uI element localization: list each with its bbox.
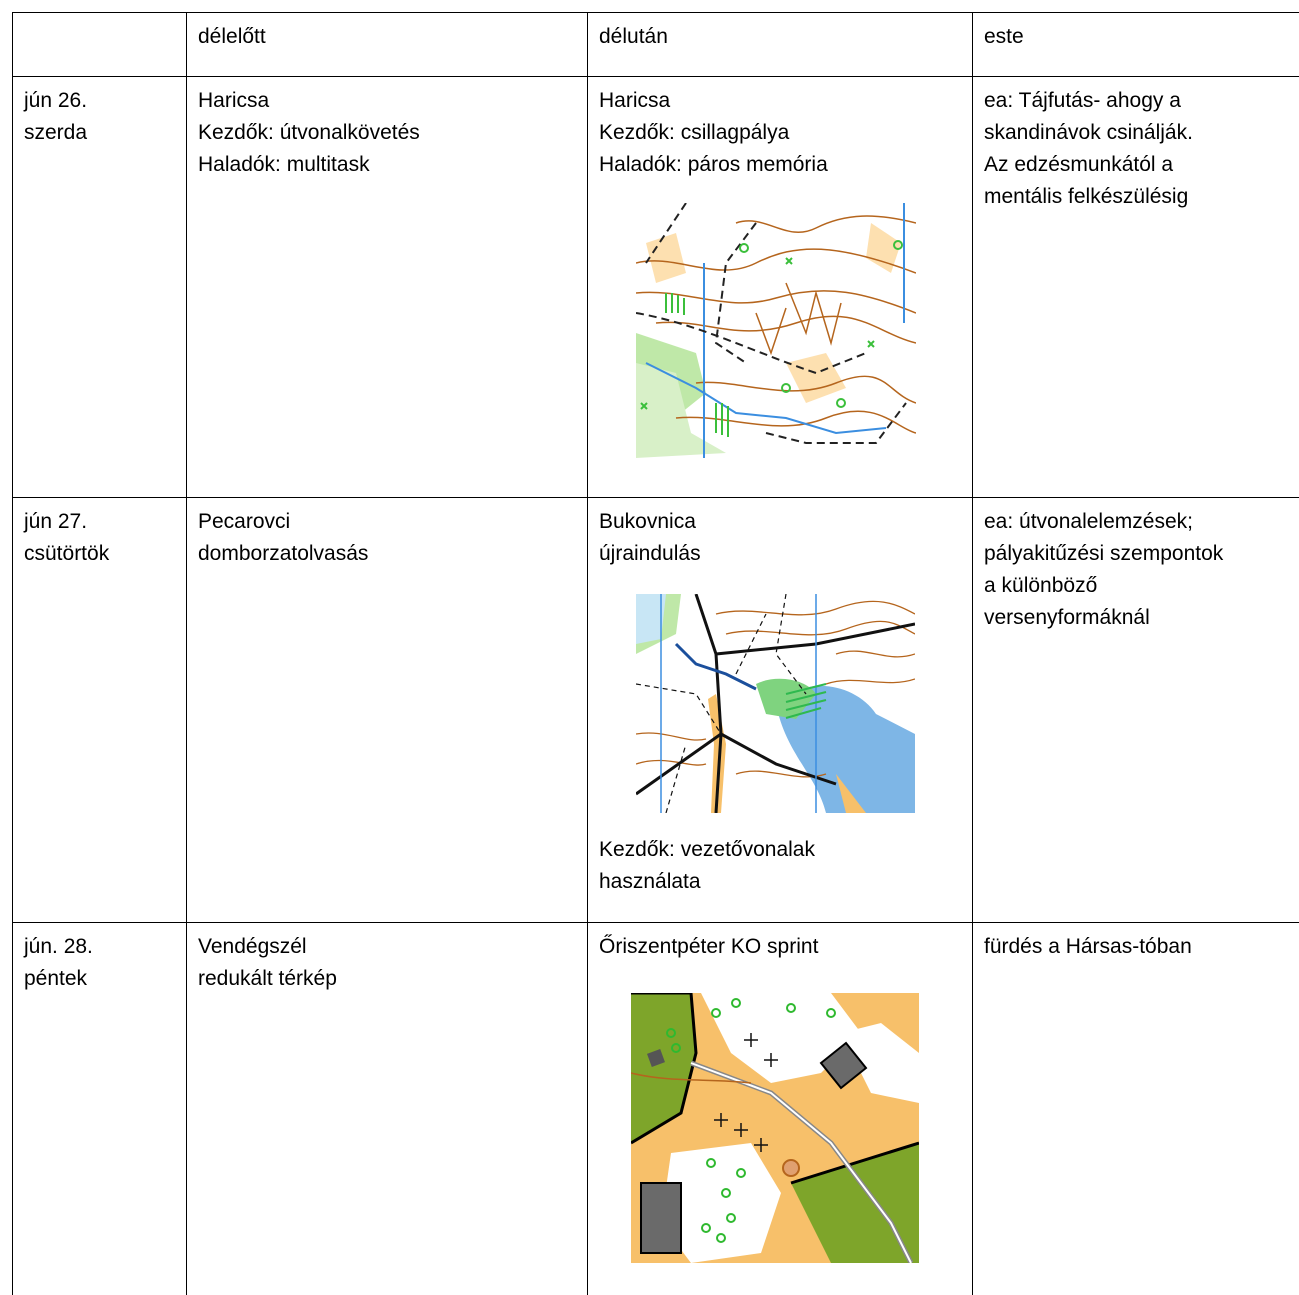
evening-cell: ea: Tájfutás- ahogy a skandinávok csinálják. Az edzésmunkától a mentális felkészülésig (973, 77, 1299, 498)
evening-cell: fürdés a Hársas-tóban (973, 923, 1299, 1295)
day-cell (13, 77, 187, 498)
afternoon-cell: Bukovnica újraindulás Kezdők: vezetővonalak használata (588, 498, 973, 923)
morning-cell: Vendégszél redukált térkép (187, 923, 588, 1295)
orienteering-map-bukovnica (636, 594, 915, 813)
header-row (13, 13, 1299, 77)
date-text: jún. 28. (24, 931, 176, 963)
table-row (13, 498, 1299, 923)
table-row (13, 923, 1299, 1295)
date-text: jún 26. (24, 85, 176, 117)
day-cell (13, 923, 187, 1295)
orienteering-map-haricsa (636, 203, 916, 458)
orienteering-map-oriszentpeter (631, 993, 919, 1263)
date-text: jún 27. (24, 506, 176, 538)
weekday-text: csütörtök (24, 538, 176, 570)
day-cell (13, 498, 187, 923)
evening-cell: ea: útvonalelemzések; pályakitűzési szempontok a különböző versenyformáknál (973, 498, 1299, 923)
header-cell-morning: délelőtt (187, 13, 588, 77)
afternoon-cell: Haricsa Kezdők: csillagpálya Haladók: páros memória (588, 77, 973, 498)
schedule-table (12, 12, 1299, 1295)
header-cell-afternoon: délután (588, 13, 973, 77)
morning-cell: Pecarovci domborzatolvasás (187, 498, 588, 923)
header-cell-empty (13, 13, 187, 77)
weekday-text: szerda (24, 117, 176, 149)
morning-cell: Haricsa Kezdők: útvonalkövetés Haladók: multitask (187, 77, 588, 498)
table-row (13, 77, 1299, 498)
header-cell-evening: este (973, 13, 1299, 77)
weekday-text: péntek (24, 963, 176, 995)
afternoon-cell: Őriszentpéter KO sprint (588, 923, 973, 1295)
